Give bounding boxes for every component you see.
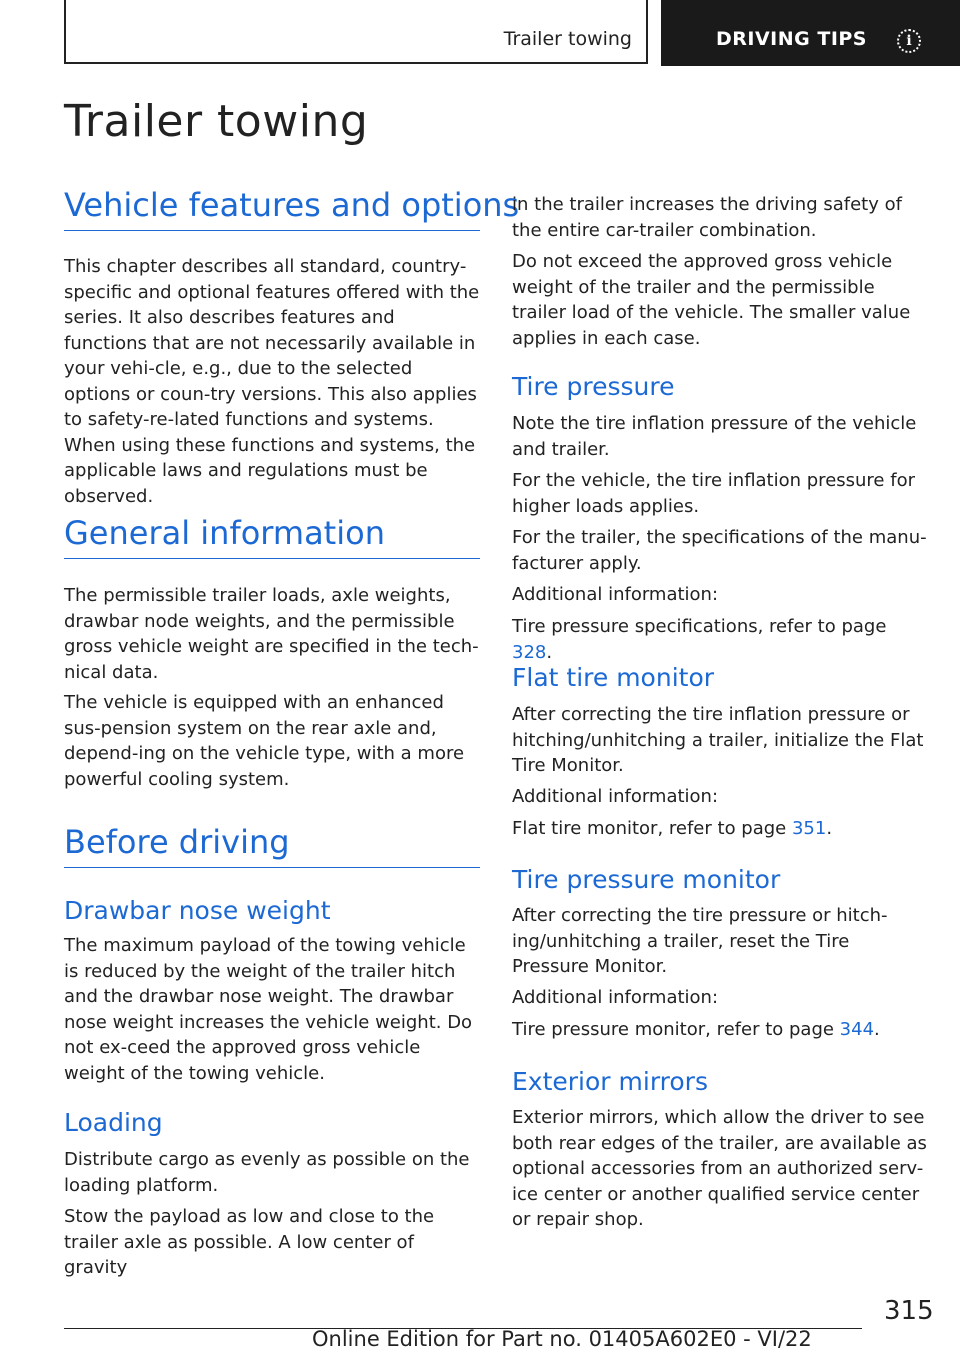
loading-p1: Distribute cargo as evenly as possible on the loading platform. — [64, 1149, 470, 1196]
vehicle-features-text: This chapter describes all standard, country-specific and optional features offered with the series. It also describes features and functions that are not necessarily available in your vehi-cle, e.g., due to the selected options or coun-try versions. This also applies to safety-re-lated functions and systems. When using these functions and systems, the applicable laws and regulations must be observed. — [64, 256, 480, 507]
flat-tire-p1: After correcting the tire inflation pressure or hitching/unhitching a trailer, initialize the Flat Tire Monitor. — [512, 704, 924, 776]
tire-pressure-reference — [512, 614, 928, 665]
header-chapter-title: DRIVING TIPS — [716, 28, 867, 50]
flat-tire-additional: Additional information: — [512, 786, 719, 807]
drawbar-nose-weight-text: The maximum payload of the towing vehicle is reduced by the weight of the trailer hitch and the drawbar nose weight. The drawbar nose weight increases the vehicle weight. Do not ex-ceed the approved gross vehicle weight of the towing vehicle. — [64, 935, 473, 1084]
tire-pressure-monitor-reference — [512, 1017, 928, 1043]
exterior-mirrors-p1: Exterior mirrors, which allow the driver to see both rear edges of the trailer, are available as optional accessories from an authorized serv-ice center or another qualified service center or repair shop. — [512, 1107, 927, 1230]
tire-pressure-p1: Note the tire inflation pressure of the vehicle and trailer. — [512, 413, 917, 460]
tire-pressure-monitor-reference-text: Tire pressure monitor, refer to page — [512, 1019, 840, 1040]
footer-edition: Online Edition for Part no. 01405A602E0 - VI/22 — [312, 1327, 812, 1351]
tire-pressure-monitor-p1: After correcting the tire pressure or hitch-ing/unhitching a trailer, reset the Tire Pressure Monitor. — [512, 905, 888, 977]
header-chapter-tab — [661, 0, 960, 66]
heading-general-information: General information — [64, 514, 480, 559]
flat-tire-page-link[interactable]: 351 — [791, 818, 827, 839]
tire-pressure-monitor-additional: Additional information: — [512, 987, 719, 1008]
general-information-p1: The permissible trailer loads, axle weights, drawbar node weights, and the permissible gross vehicle weight are specified in the tech-nical data. — [64, 585, 479, 683]
tire-pressure-reference-text: Tire pressure specifications, refer to page — [512, 616, 887, 637]
tire-pressure-p3: For the trailer, the specifications of the manu-facturer apply. — [512, 527, 927, 574]
loading-p2: Stow the payload as low and close to the trailer axle as possible. A low center of gravity — [64, 1206, 435, 1278]
heading-tire-pressure: Tire pressure — [512, 372, 675, 401]
tire-pressure-page-link[interactable]: 328 — [512, 641, 547, 663]
heading-loading: Loading — [64, 1108, 163, 1137]
tire-pressure-p2: For the vehicle, the tire inflation pressure for higher loads applies. — [512, 470, 915, 517]
heading-vehicle-features: Vehicle features and options — [64, 186, 480, 231]
page-number: 315 — [884, 1296, 934, 1326]
flat-tire-reference-text: Flat tire monitor, refer to page — [512, 818, 792, 839]
info-icon: i — [897, 29, 921, 53]
heading-exterior-mirrors: Exterior mirrors — [512, 1067, 708, 1096]
loading-continued-p2: Do not exceed the approved gross vehicle weight of the trailer and the permissible trailer load of the vehicle. The smaller value applies in each case. — [512, 251, 911, 349]
tire-pressure-monitor-reference-end: . — [874, 1019, 880, 1040]
loading-continued-p1: in the trailer increases the driving safety of the entire car-trailer combination. — [512, 194, 902, 241]
heading-drawbar-nose-weight: Drawbar nose weight — [64, 896, 331, 925]
tire-pressure-monitor-page-link[interactable]: 344 — [839, 1019, 875, 1040]
heading-before-driving: Before driving — [64, 823, 480, 868]
heading-tire-pressure-monitor: Tire pressure monitor — [512, 865, 781, 894]
header-section-tab — [64, 0, 648, 64]
flat-tire-reference-end: . — [826, 818, 833, 839]
tire-pressure-additional: Additional information: — [512, 584, 719, 605]
page-title: Trailer towing — [64, 96, 369, 147]
general-information-p2: The vehicle is equipped with an enhanced sus-pension system on the rear axle and, depend-ing on the vehicle type, with a more powerful cooling system. — [64, 692, 465, 790]
flat-tire-reference — [512, 816, 928, 842]
heading-flat-tire-monitor: Flat tire monitor — [512, 663, 715, 692]
tire-pressure-reference-end: . — [546, 641, 553, 663]
header-section-title: Trailer towing — [503, 28, 632, 50]
